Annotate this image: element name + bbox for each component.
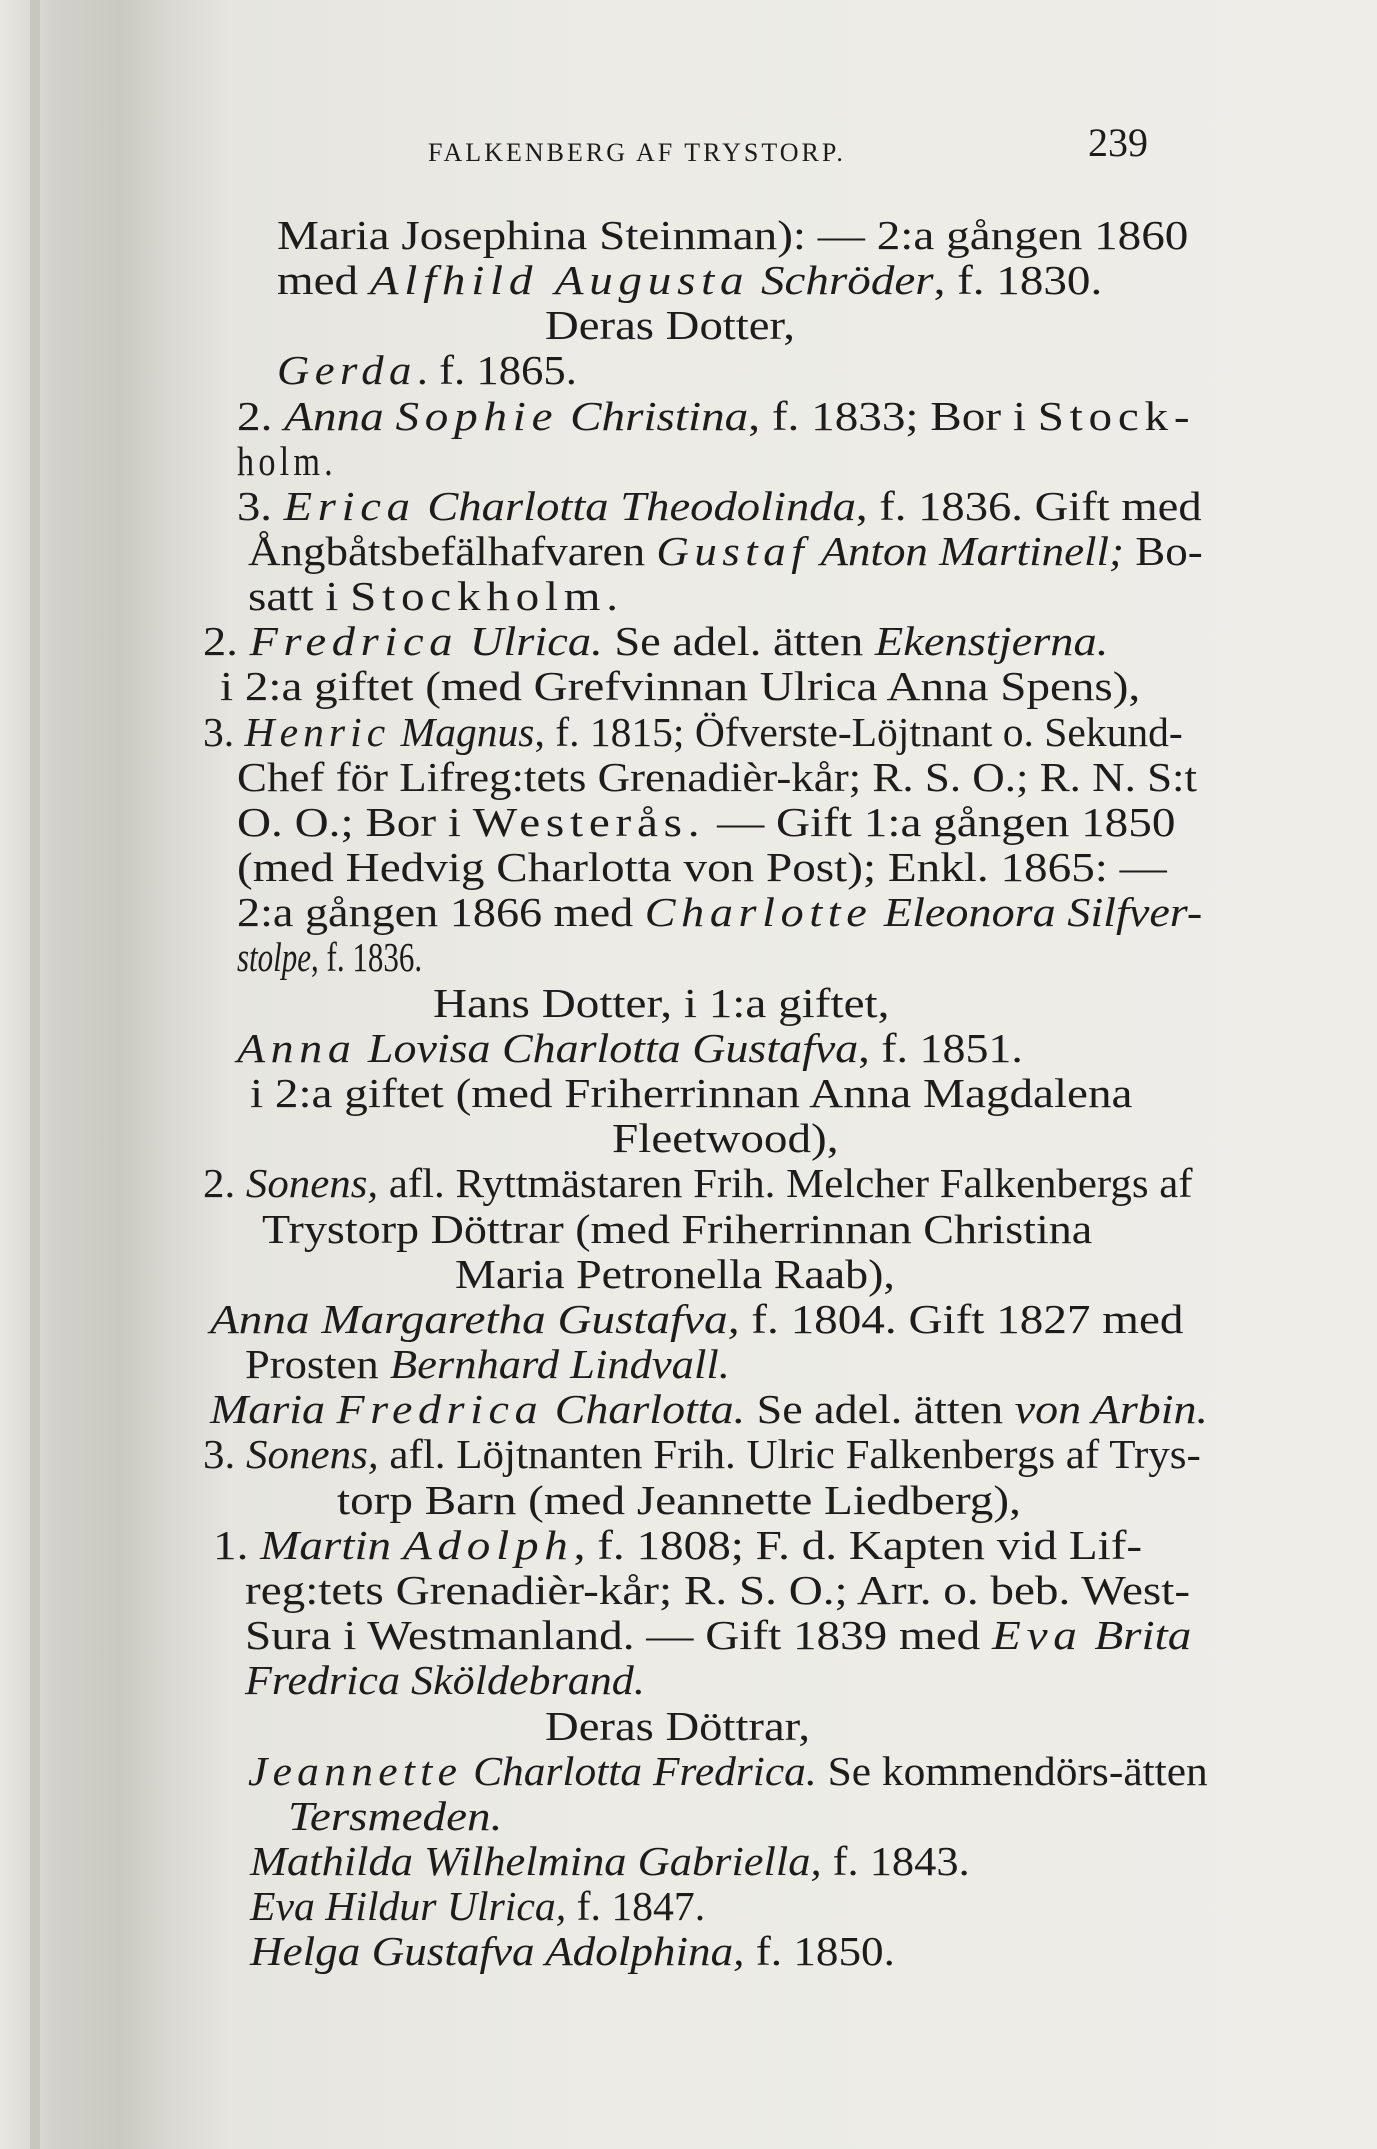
text-line (237, 1025, 1023, 1071)
text-segment: O. O.; Bor i (237, 799, 473, 845)
text-segment: Henric (244, 709, 391, 755)
text-segment: f. 1847. (566, 1883, 706, 1929)
text-segment: stolpe (237, 934, 312, 980)
text-line (250, 1883, 705, 1929)
text-segment: Prosten (245, 1341, 390, 1387)
text-segment (384, 393, 396, 439)
text-segment (558, 393, 570, 439)
text-segment: Sophie (395, 393, 559, 439)
text-segment: Westerås. (472, 799, 706, 845)
text-segment: reg:tets Grenadièr-kår; R. S. O.; Arr. o. beb. West- (245, 1567, 1191, 1613)
text-segment (543, 1386, 555, 1432)
text-line (237, 799, 1175, 845)
text-segment: Se kommendörs-ätten (816, 1748, 1208, 1794)
text-segment: med (277, 257, 370, 303)
text-segment (391, 1522, 403, 1568)
text-line (245, 1657, 645, 1703)
text-segment (356, 1025, 367, 1071)
text-segment: Chef för Lifreg:tets Grenadièr-kår; R. S. O.; R. N. S:t (237, 754, 1198, 800)
text-line (545, 302, 795, 348)
text-segment: . f. 1865. (416, 347, 577, 393)
text-line (248, 528, 1203, 574)
text-segment: Deras Döttrar, (545, 1703, 811, 1749)
text-segment: (med Hedvig Charlotta von Post); Enkl. 1865: — (237, 844, 1167, 890)
text-segment: Fredrica (249, 618, 459, 664)
text-segment: Maria (210, 1386, 326, 1432)
text-segment: Lovisa Charlotta Gustafva (367, 1025, 859, 1071)
text-line (203, 1160, 1193, 1206)
text-segment: Maria Petronella Raab), (455, 1251, 895, 1297)
text-line (250, 1838, 970, 1884)
text-line (237, 393, 1195, 439)
text-segment (462, 1748, 473, 1794)
text-line (203, 618, 1108, 664)
text-segment: Christina (570, 393, 749, 439)
text-segment: 2. (203, 618, 250, 664)
text-segment: i 2:a giftet (med Friherrinnan Anna Magdalena (250, 1070, 1133, 1116)
text-segment: Anna Margaretha Gustafva, (210, 1296, 740, 1342)
text-line (237, 754, 1197, 800)
text-line (213, 1522, 1142, 1568)
text-segment: Trystorp Döttrar (med Friherrinnan Christina (262, 1206, 1093, 1252)
text-segment: holm. (237, 438, 337, 484)
text-line (455, 1251, 895, 1297)
text-segment: Alfhild Augusta (369, 257, 750, 303)
text-line (248, 1748, 1208, 1794)
text-segment: — Gift 1:a gången 1850 (705, 799, 1176, 845)
text-segment: , f. 1815; Öfverste-Löjtnant o. Sekund- (534, 709, 1183, 755)
text-segment: Eva (992, 1612, 1083, 1658)
text-line (237, 483, 1202, 529)
text-segment: Hans Dotter, i 1:a giftet, (433, 980, 890, 1026)
text-segment (749, 257, 761, 303)
text-segment (325, 1386, 337, 1432)
text-segment: Deras Dotter, (545, 302, 795, 348)
text-line (612, 1115, 839, 1161)
text-segment (416, 483, 428, 529)
text-line (203, 709, 1183, 755)
text-line (277, 347, 577, 393)
text-segment: Charlotta Theodolinda (427, 483, 856, 529)
text-segment: Fleetwood), (612, 1115, 839, 1161)
text-segment: afl. Ryttmästaren Frih. Melcher Falkenbergs af (378, 1160, 1193, 1206)
text-line (237, 934, 422, 980)
text-segment: 2. (237, 393, 285, 439)
text-segment: von Arbin. (1014, 1386, 1209, 1432)
text-segment: Ekenstjerna. (874, 618, 1109, 664)
text-segment: Stock- (1037, 393, 1196, 439)
text-segment: Charlotta. (554, 1386, 746, 1432)
text-segment (872, 889, 884, 935)
text-line (220, 663, 1140, 709)
text-segment: Tersmeden. (288, 1793, 503, 1839)
text-segment: Sonens, (245, 1160, 379, 1206)
text-line (277, 212, 1188, 258)
text-segment: Helga Gustafva Adolphina, (250, 1928, 745, 1974)
text-segment: i 2:a giftet (med Grefvinnan Ulrica Anna Spens), (220, 663, 1141, 709)
text-line (545, 1703, 810, 1749)
text-segment: Anna (284, 393, 384, 439)
text-segment: , f. 1851. (858, 1025, 1023, 1071)
text-segment: Anna (237, 1025, 357, 1071)
text-segment: 3. (203, 1431, 247, 1477)
text-segment: torp Barn (med Jeannette Liedberg), (337, 1477, 1021, 1523)
text-segment: 1. (213, 1522, 261, 1568)
text-segment: Charlotta Fredrica. (473, 1748, 817, 1794)
text-segment: Se adel. ätten (602, 618, 875, 664)
text-segment: Eva Hildur Ulrica, (250, 1883, 567, 1929)
text-line (288, 1793, 502, 1839)
text-segment: Fredrica Sköldebrand. (245, 1657, 645, 1703)
text-segment: Magnus (400, 709, 535, 755)
text-line (250, 1070, 1132, 1116)
text-segment: Ångbåtsbefälhafvaren (248, 528, 657, 574)
text-segment: Gerda (277, 347, 417, 393)
text-segment: Anton Martinell; (820, 528, 1125, 574)
text-segment: Brita (1094, 1612, 1192, 1658)
text-segment: Sonens, (246, 1431, 379, 1477)
text-segment: 2:a gången 1866 med (237, 889, 645, 935)
text-segment: Gustaf (656, 528, 810, 574)
text-line (262, 1206, 1092, 1252)
text-segment: Adolph (402, 1522, 574, 1568)
text-segment: Eleonora Silfver- (883, 889, 1203, 935)
text-segment: , f. 1830. (933, 257, 1103, 303)
text-segment: , f. 1836. Gift med (855, 483, 1202, 529)
text-segment: , f. 1833; Bor i (748, 393, 1038, 439)
text-line (433, 980, 889, 1026)
text-segment (390, 709, 400, 755)
text-line (250, 1928, 895, 1974)
text-segment: f. 1843. (821, 1838, 970, 1884)
text-line (210, 1296, 1183, 1342)
text-segment: Bo- (1124, 528, 1203, 574)
text-line (203, 1431, 1201, 1477)
text-line (237, 889, 1202, 935)
text-segment: Se adel. ätten (745, 1386, 1015, 1432)
text-segment: Sura i Westmanland. — Gift 1839 med (245, 1612, 993, 1658)
text-segment (458, 618, 470, 664)
text-line (245, 1612, 1191, 1658)
text-segment: Martin (260, 1522, 392, 1568)
text-segment: 2. (203, 1160, 246, 1206)
text-segment: Maria Josephina Steinman): — 2:a gången 1860 (277, 212, 1189, 258)
text-line (237, 438, 337, 484)
text-segment: , f. 1836. (311, 934, 423, 980)
text-segment: Jeannette (248, 1748, 463, 1794)
text-segment: Bernhard Lindvall. (389, 1341, 730, 1387)
text-line (337, 1477, 1021, 1523)
text-segment: Schröder (761, 257, 934, 303)
text-line (248, 573, 624, 619)
text-segment (1083, 1612, 1095, 1658)
text-segment: 3. (203, 709, 245, 755)
text-segment: 3. (237, 483, 284, 529)
text-line (245, 1567, 1190, 1613)
text-segment: f. 1850. (744, 1928, 895, 1974)
text-segment (809, 528, 820, 574)
text-segment: Fredrica (336, 1386, 544, 1432)
page-number: 239 (1088, 120, 1148, 165)
text-line (245, 1341, 730, 1387)
text-segment: Ulrica. (469, 618, 603, 664)
text-segment: Erica (283, 483, 416, 529)
text-line (210, 1386, 1208, 1432)
text-segment: Mathilda Wilhelmina Gabriella, (250, 1838, 822, 1884)
text-segment: afl. Löjtnanten Frih. Ulric Falkenbergs af Trys- (378, 1431, 1201, 1477)
text-segment: satt i (248, 573, 351, 619)
running-title: FALKENBERG AF TRYSTORP. (428, 138, 846, 167)
text-line (277, 257, 1102, 303)
text-line (237, 844, 1167, 890)
text-segment: Charlotte (644, 889, 873, 935)
text-segment: Stockholm. (350, 573, 624, 619)
text-segment: , f. 1808; F. d. Kapten vid Lif- (573, 1522, 1143, 1568)
text-segment: f. 1804. Gift 1827 med (739, 1296, 1184, 1342)
